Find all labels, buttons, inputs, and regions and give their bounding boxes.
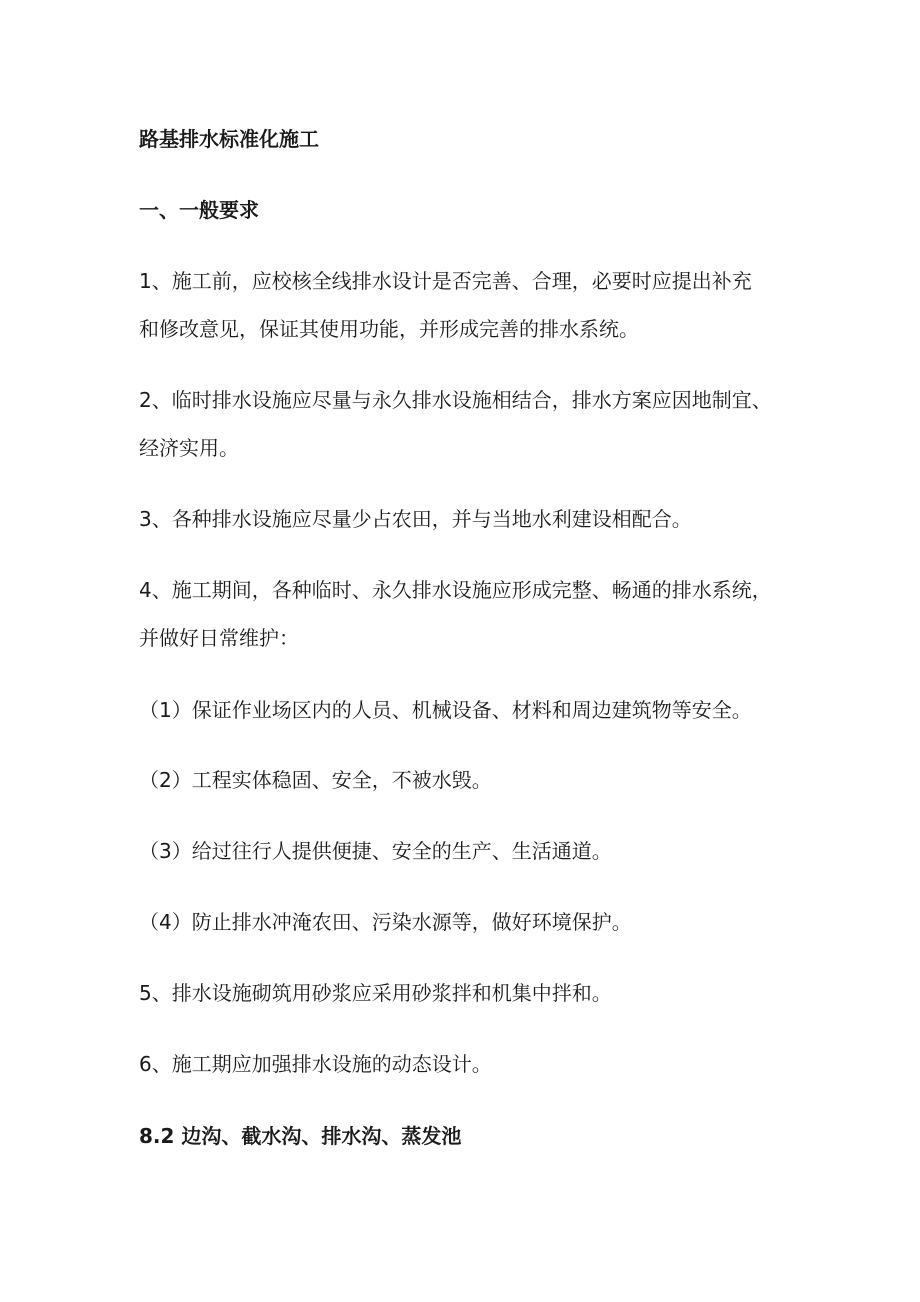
sub-item-line: （1）保证作业场区内的人员、机械设备、材料和周边建筑物等安全。: [139, 698, 752, 722]
next-section-heading: 8.2 边沟、截水沟、排水沟、蒸发池: [139, 1124, 462, 1148]
paragraph-line: 6、施工期应加强排水设施的动态设计。: [139, 1052, 492, 1076]
paragraph-line: 并做好日常维护：: [139, 626, 299, 650]
sub-item-line: （4）防止排水冲淹农田、污染水源等，做好环境保护。: [139, 910, 632, 934]
paragraph-line: 2、临时排水设施应尽量与永久排水设施相结合，排水方案应因地制宜、: [139, 388, 772, 412]
paragraph-line: 4、施工期间，各种临时、永久排水设施应形成完整、畅通的排水系统，: [139, 578, 772, 602]
paragraph-line: 经济实用。: [139, 436, 239, 460]
document-title: 路基排水标准化施工: [139, 127, 319, 151]
paragraph-line: 5、排水设施砌筑用砂浆应采用砂浆拌和机集中拌和。: [139, 981, 612, 1005]
sub-item-line: （3）给过往行人提供便捷、安全的生产、生活通道。: [139, 839, 612, 863]
paragraph-line: 1、施工前，应校核全线排水设计是否完善、合理，必要时应提出补充: [139, 269, 752, 293]
section-heading: 一、一般要求: [139, 198, 259, 222]
paragraph-line: 和修改意见，保证其使用功能，并形成完善的排水系统。: [139, 317, 639, 341]
sub-item-line: （2）工程实体稳固、安全，不被水毁。: [139, 768, 492, 792]
paragraph-line: 3、各种排水设施应尽量少占农田，并与当地水利建设相配合。: [139, 507, 692, 531]
